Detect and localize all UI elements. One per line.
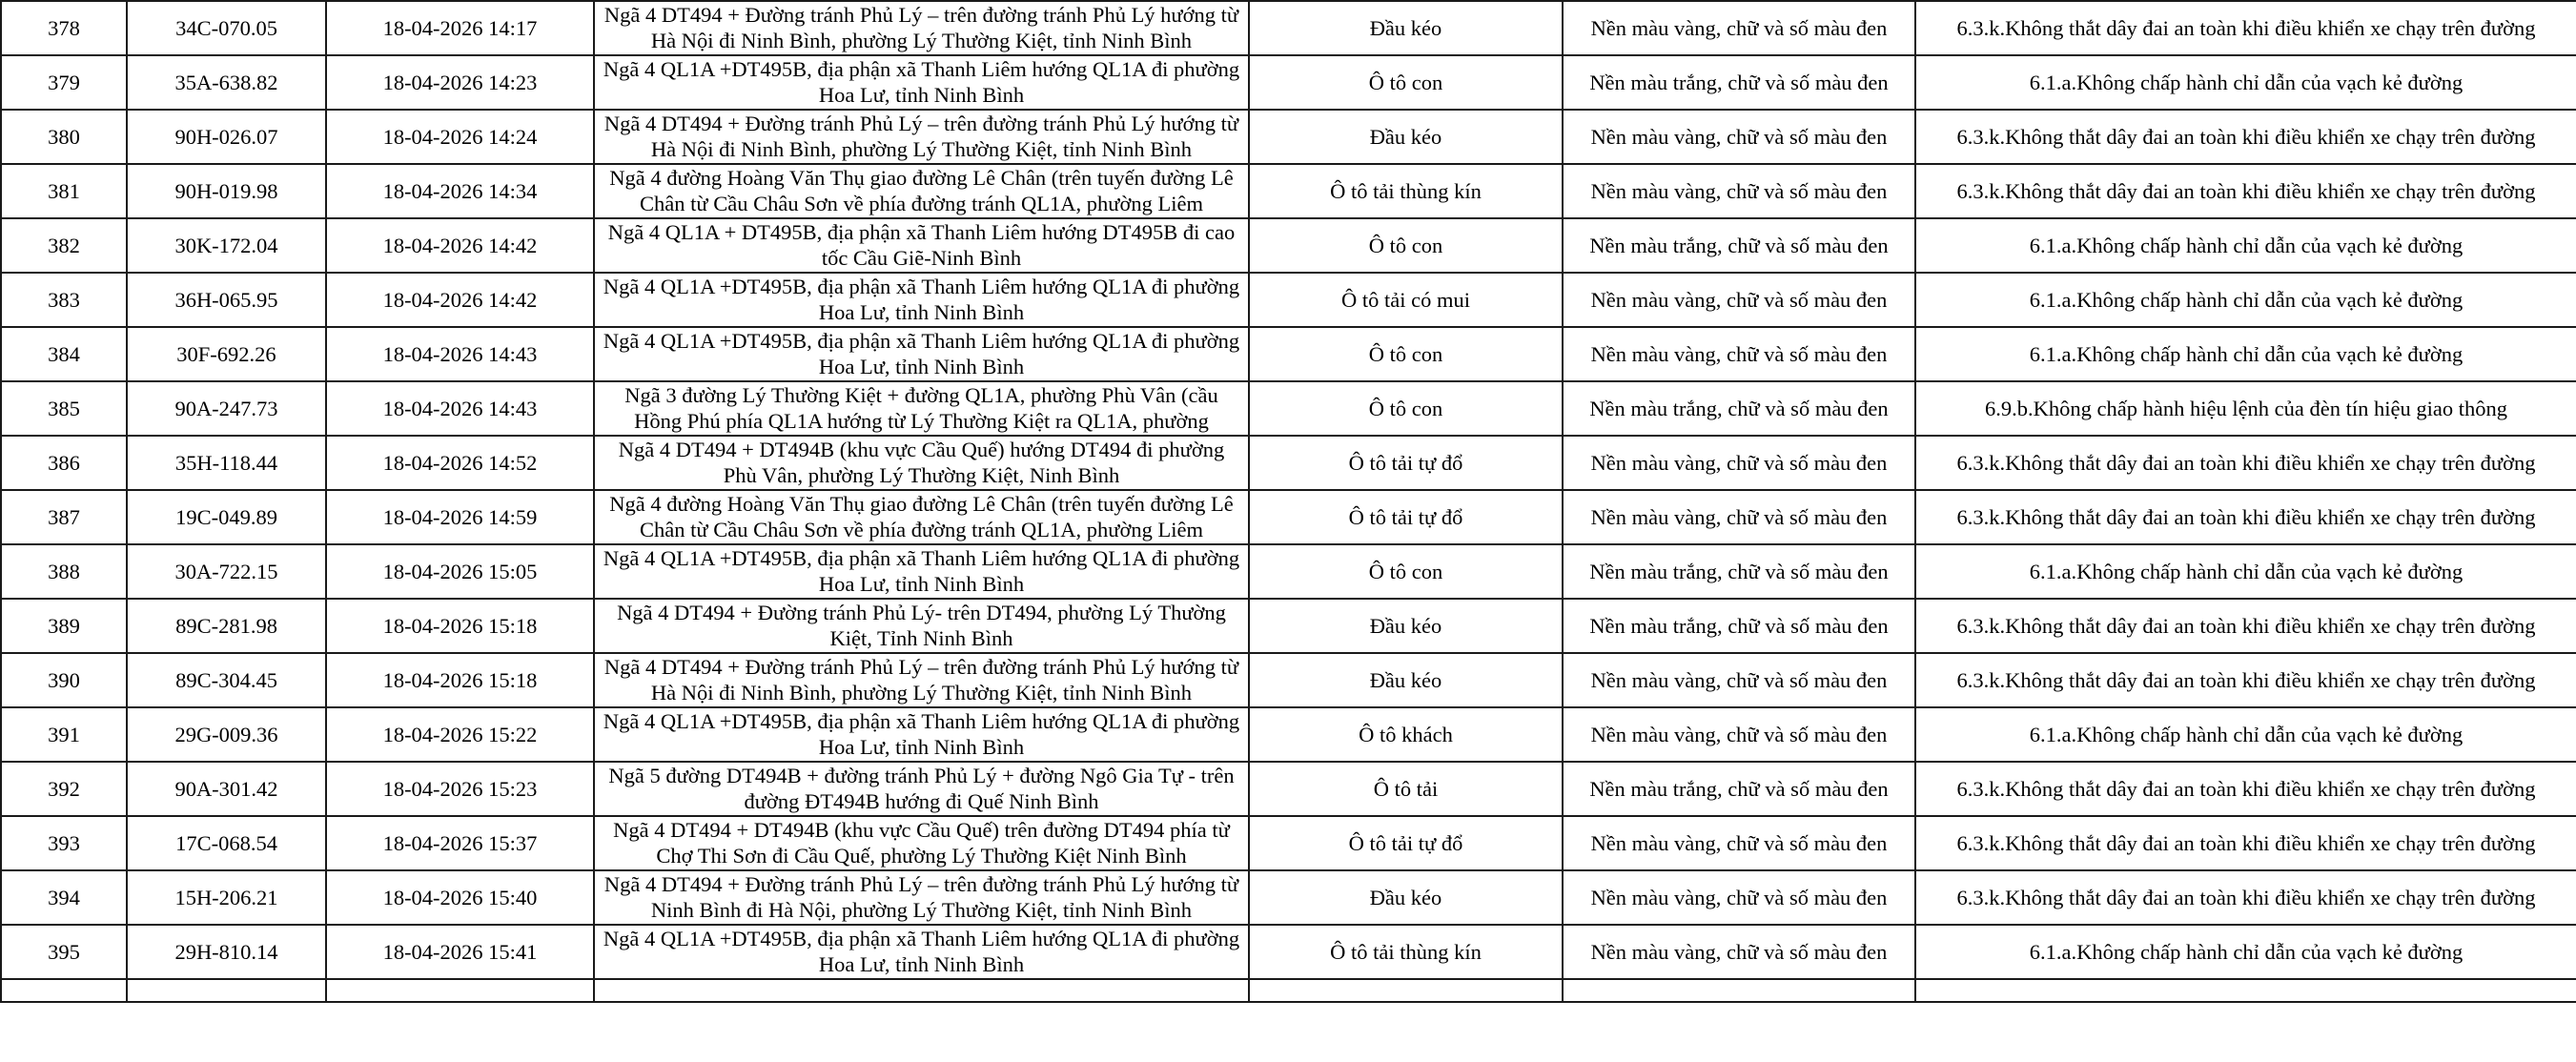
- row-number-cell: 388: [1, 544, 127, 599]
- row-number-cell: 394: [1, 870, 127, 925]
- plate-color-cell: Nền màu vàng, chữ và số màu đen: [1563, 1, 1915, 55]
- timestamp-cell: 18-04-2026 15:18: [326, 653, 594, 707]
- violation-cell: 6.3.k.Không thắt dây đai an toàn khi điều khiển xe chạy trên đường: [1915, 436, 2576, 490]
- timestamp-cell: 18-04-2026 14:23: [326, 55, 594, 110]
- vehicle-type-cell: Ô tô con: [1249, 327, 1563, 381]
- plate-color-cell: Nền màu vàng, chữ và số màu đen: [1563, 273, 1915, 327]
- location-cell: [594, 164, 1249, 218]
- table-row: [1, 544, 2576, 599]
- row-number-cell: 385: [1, 381, 127, 436]
- table-row: [1, 327, 2576, 381]
- violation-cell: 6.1.a.Không chấp hành chỉ dẫn của vạch kẻ đường: [1915, 925, 2576, 979]
- row-number-cell: 379: [1, 55, 127, 110]
- plate-color-cell: Nền màu vàng, chữ và số màu đen: [1563, 653, 1915, 707]
- timestamp-cell: 18-04-2026 14:59: [326, 490, 594, 544]
- location-cell: [594, 707, 1249, 762]
- table-row: [1, 870, 2576, 925]
- license-plate-cell: 89C-281.98: [127, 599, 326, 653]
- license-plate-cell: 30A-722.15: [127, 544, 326, 599]
- location-cell: [594, 490, 1249, 544]
- row-number-cell: 380: [1, 110, 127, 164]
- license-plate-cell: 29G-009.36: [127, 707, 326, 762]
- table-row: [1, 816, 2576, 870]
- location-text: Ngã 4 QL1A +DT495B, địa phận xã Thanh Liêm hướng QL1A đi phường Hoa Lư, tỉnh Ninh Bình: [603, 275, 1240, 324]
- plate-color-cell: [1563, 979, 1915, 1002]
- location-cell: [594, 762, 1249, 816]
- violation-cell: 6.1.a.Không chấp hành chỉ dẫn của vạch kẻ đường: [1915, 327, 2576, 381]
- violation-cell: 6.3.k.Không thắt dây đai an toàn khi điều khiển xe chạy trên đường: [1915, 870, 2576, 925]
- vehicle-type-cell: Ô tô tải tự đổ: [1249, 490, 1563, 544]
- location-text: Ngã 5 đường DT494B + đường tránh Phủ Lý + đường Ngô Gia Tự - trên đường ĐT494B hướng đi Quế Ninh Bình: [608, 764, 1235, 813]
- location-text: Ngã 4 DT494 + DT494B (khu vực Cầu Quế) hướng DT494 đi phường Phù Vân, phường Lý Thường Kiệt, Ninh Bình: [618, 438, 1225, 487]
- violation-cell: 6.3.k.Không thắt dây đai an toàn khi điều khiển xe chạy trên đường: [1915, 599, 2576, 653]
- violation-cell: [1915, 979, 2576, 1002]
- vehicle-type-cell: Đầu kéo: [1249, 870, 1563, 925]
- row-number-cell: [1, 979, 127, 1002]
- row-number-cell: 381: [1, 164, 127, 218]
- location-text: Ngã 3 đường Lý Thường Kiệt + đường QL1A, phường Phù Vân (cầu Hồng Phú phía QL1A hướng từ Lý Thường Kiệt ra QL1A, phường: [624, 383, 1218, 433]
- location-text: Ngã 4 QL1A + DT495B, địa phận xã Thanh Liêm hướng DT495B đi cao tốc Cầu Giẽ-Ninh Bình: [607, 220, 1236, 270]
- table-row-partial: [1, 979, 2576, 1002]
- violation-cell: 6.3.k.Không thắt dây đai an toàn khi điều khiển xe chạy trên đường: [1915, 1, 2576, 55]
- location-text: Ngã 4 DT494 + Đường tránh Phủ Lý – trên đường tránh Phủ Lý hướng từ Hà Nội đi Ninh Bình, phường Lý Thường Kiệt, tỉnh Ninh Bình: [603, 655, 1239, 705]
- license-plate-cell: [127, 979, 326, 1002]
- license-plate-cell: 15H-206.21: [127, 870, 326, 925]
- license-plate-cell: 29H-810.14: [127, 925, 326, 979]
- license-plate-cell: 89C-304.45: [127, 653, 326, 707]
- vehicle-type-cell: Ô tô tải thùng kín: [1249, 164, 1563, 218]
- row-number-cell: 378: [1, 1, 127, 55]
- table-row: [1, 55, 2576, 110]
- plate-color-cell: Nền màu trắng, chữ và số màu đen: [1563, 762, 1915, 816]
- location-cell: [594, 110, 1249, 164]
- timestamp-cell: 18-04-2026 14:34: [326, 164, 594, 218]
- table-row: [1, 707, 2576, 762]
- location-cell: [594, 55, 1249, 110]
- timestamp-cell: 18-04-2026 14:43: [326, 327, 594, 381]
- table-row: [1, 273, 2576, 327]
- timestamp-cell: 18-04-2026 14:42: [326, 273, 594, 327]
- license-plate-cell: 90A-301.42: [127, 762, 326, 816]
- plate-color-cell: Nền màu trắng, chữ và số màu đen: [1563, 381, 1915, 436]
- location-cell: [594, 327, 1249, 381]
- vehicle-type-cell: Ô tô khách: [1249, 707, 1563, 762]
- timestamp-cell: 18-04-2026 15:37: [326, 816, 594, 870]
- location-cell: [594, 599, 1249, 653]
- vehicle-type-cell: Ô tô tải: [1249, 762, 1563, 816]
- license-plate-cell: 35A-638.82: [127, 55, 326, 110]
- vehicle-type-cell: Ô tô con: [1249, 218, 1563, 273]
- vehicle-type-cell: Ô tô con: [1249, 381, 1563, 436]
- row-number-cell: 390: [1, 653, 127, 707]
- violation-cell: 6.1.a.Không chấp hành chỉ dẫn của vạch kẻ đường: [1915, 273, 2576, 327]
- license-plate-cell: 90A-247.73: [127, 381, 326, 436]
- plate-color-cell: Nền màu trắng, chữ và số màu đen: [1563, 599, 1915, 653]
- vehicle-type-cell: Đầu kéo: [1249, 653, 1563, 707]
- vehicle-type-cell: Ô tô con: [1249, 544, 1563, 599]
- plate-color-cell: Nền màu vàng, chữ và số màu đen: [1563, 870, 1915, 925]
- row-number-cell: 391: [1, 707, 127, 762]
- location-cell: [594, 870, 1249, 925]
- row-number-cell: 386: [1, 436, 127, 490]
- row-number-cell: 382: [1, 218, 127, 273]
- license-plate-cell: 90H-019.98: [127, 164, 326, 218]
- violation-cell: 6.1.a.Không chấp hành chỉ dẫn của vạch kẻ đường: [1915, 544, 2576, 599]
- violation-cell: 6.1.a.Không chấp hành chỉ dẫn của vạch kẻ đường: [1915, 218, 2576, 273]
- timestamp-cell: 18-04-2026 15:23: [326, 762, 594, 816]
- row-number-cell: 383: [1, 273, 127, 327]
- plate-color-cell: Nền màu trắng, chữ và số màu đen: [1563, 544, 1915, 599]
- table-row: [1, 164, 2576, 218]
- row-number-cell: 395: [1, 925, 127, 979]
- table-row: [1, 1, 2576, 55]
- table-row: [1, 381, 2576, 436]
- vehicle-type-cell: Ô tô tải có mui: [1249, 273, 1563, 327]
- violation-cell: 6.9.b.Không chấp hành hiệu lệnh của đèn tín hiệu giao thông: [1915, 381, 2576, 436]
- plate-color-cell: Nền màu trắng, chữ và số màu đen: [1563, 55, 1915, 110]
- location-text: Ngã 4 QL1A +DT495B, địa phận xã Thanh Liêm hướng QL1A đi phường Hoa Lư, tỉnh Ninh Bình: [603, 927, 1240, 976]
- plate-color-cell: Nền màu trắng, chữ và số màu đen: [1563, 218, 1915, 273]
- timestamp-cell: 18-04-2026 14:42: [326, 218, 594, 273]
- plate-color-cell: Nền màu vàng, chữ và số màu đen: [1563, 164, 1915, 218]
- location-text: Ngã 4 DT494 + DT494B (khu vực Cầu Quế) trên đường DT494 phía từ Chợ Thi Sơn đi Cầu Quế, phường Lý Thường Kiệt Ninh Bình: [613, 818, 1230, 868]
- plate-color-cell: Nền màu vàng, chữ và số màu đen: [1563, 327, 1915, 381]
- license-plate-cell: 30K-172.04: [127, 218, 326, 273]
- license-plate-cell: 19C-049.89: [127, 490, 326, 544]
- vehicle-type-cell: [1249, 979, 1563, 1002]
- timestamp-cell: 18-04-2026 15:18: [326, 599, 594, 653]
- location-text: Ngã 4 đường Hoàng Văn Thụ giao đường Lê Chân (trên tuyến đường Lê Chân từ Cầu Châu Sơn về phía đường tránh QL1A, phường Liêm: [609, 166, 1234, 215]
- violation-cell: 6.3.k.Không thắt dây đai an toàn khi điều khiển xe chạy trên đường: [1915, 110, 2576, 164]
- timestamp-cell: 18-04-2026 15:41: [326, 925, 594, 979]
- violation-cell: 6.3.k.Không thắt dây đai an toàn khi điều khiển xe chạy trên đường: [1915, 653, 2576, 707]
- table-row: [1, 436, 2576, 490]
- location-cell: [594, 273, 1249, 327]
- row-number-cell: 387: [1, 490, 127, 544]
- location-cell: [594, 436, 1249, 490]
- location-text: Ngã 4 QL1A +DT495B, địa phận xã Thanh Liêm hướng QL1A đi phường Hoa Lư, tỉnh Ninh Bình: [603, 709, 1240, 759]
- license-plate-cell: 30F-692.26: [127, 327, 326, 381]
- vehicle-type-cell: Đầu kéo: [1249, 599, 1563, 653]
- location-cell: [594, 653, 1249, 707]
- violation-cell: 6.3.k.Không thắt dây đai an toàn khi điều khiển xe chạy trên đường: [1915, 164, 2576, 218]
- license-plate-cell: 90H-026.07: [127, 110, 326, 164]
- row-number-cell: 384: [1, 327, 127, 381]
- location-text: Ngã 4 DT494 + Đường tránh Phủ Lý- trên DT494, phường Lý Thường Kiệt, Tỉnh Ninh Bình: [617, 601, 1226, 650]
- plate-color-cell: Nền màu vàng, chữ và số màu đen: [1563, 110, 1915, 164]
- table-row: [1, 653, 2576, 707]
- license-plate-cell: 36H-065.95: [127, 273, 326, 327]
- table-row: [1, 110, 2576, 164]
- location-text: Ngã 4 QL1A +DT495B, địa phận xã Thanh Liêm hướng QL1A đi phường Hoa Lư, tỉnh Ninh Bình: [603, 546, 1240, 596]
- timestamp-cell: 18-04-2026 15:22: [326, 707, 594, 762]
- timestamp-cell: 18-04-2026 14:52: [326, 436, 594, 490]
- location-cell: [594, 925, 1249, 979]
- vehicle-type-cell: Ô tô tải thùng kín: [1249, 925, 1563, 979]
- violation-cell: 6.1.a.Không chấp hành chỉ dẫn của vạch kẻ đường: [1915, 55, 2576, 110]
- location-cell: [594, 1, 1249, 55]
- vehicle-type-cell: Đầu kéo: [1249, 110, 1563, 164]
- row-number-cell: 392: [1, 762, 127, 816]
- plate-color-cell: Nền màu vàng, chữ và số màu đen: [1563, 490, 1915, 544]
- violation-cell: 6.1.a.Không chấp hành chỉ dẫn của vạch kẻ đường: [1915, 707, 2576, 762]
- timestamp-cell: 18-04-2026 15:40: [326, 870, 594, 925]
- row-number-cell: 393: [1, 816, 127, 870]
- table-row: [1, 925, 2576, 979]
- table-row: [1, 490, 2576, 544]
- timestamp-cell: [326, 979, 594, 1002]
- timestamp-cell: 18-04-2026 14:24: [326, 110, 594, 164]
- license-plate-cell: 35H-118.44: [127, 436, 326, 490]
- location-cell: [594, 544, 1249, 599]
- location-text: Ngã 4 QL1A +DT495B, địa phận xã Thanh Liêm hướng QL1A đi phường Hoa Lư, tỉnh Ninh Bình: [603, 57, 1240, 107]
- license-plate-cell: 17C-068.54: [127, 816, 326, 870]
- vehicle-type-cell: Ô tô tải tự đổ: [1249, 436, 1563, 490]
- plate-color-cell: Nền màu vàng, chữ và số màu đen: [1563, 925, 1915, 979]
- location-text: Ngã 4 DT494 + Đường tránh Phủ Lý – trên đường tránh Phủ Lý hướng từ Hà Nội đi Ninh Bình, phường Lý Thường Kiệt, tỉnh Ninh Bình: [603, 112, 1239, 161]
- table-row: [1, 762, 2576, 816]
- plate-color-cell: Nền màu vàng, chữ và số màu đen: [1563, 816, 1915, 870]
- table-row: [1, 218, 2576, 273]
- location-text: Ngã 4 đường Hoàng Văn Thụ giao đường Lê Chân (trên tuyến đường Lê Chân từ Cầu Châu Sơn về phía đường tránh QL1A, phường Liêm: [609, 492, 1234, 541]
- violation-cell: 6.3.k.Không thắt dây đai an toàn khi điều khiển xe chạy trên đường: [1915, 762, 2576, 816]
- plate-color-cell: Nền màu vàng, chữ và số màu đen: [1563, 707, 1915, 762]
- timestamp-cell: 18-04-2026 14:17: [326, 1, 594, 55]
- violation-cell: 6.3.k.Không thắt dây đai an toàn khi điều khiển xe chạy trên đường: [1915, 816, 2576, 870]
- table-row: [1, 599, 2576, 653]
- location-cell: [594, 816, 1249, 870]
- location-cell: [594, 979, 1249, 1002]
- timestamp-cell: 18-04-2026 14:43: [326, 381, 594, 436]
- timestamp-cell: 18-04-2026 15:05: [326, 544, 594, 599]
- location-cell: [594, 381, 1249, 436]
- license-plate-cell: 34C-070.05: [127, 1, 326, 55]
- location-text: Ngã 4 DT494 + Đường tránh Phủ Lý – trên đường tránh Phủ Lý hướng từ Ninh Bình đi Hà Nội, phường Lý Thường Kiệt, tỉnh Ninh Bình: [603, 872, 1239, 922]
- vehicle-type-cell: Ô tô tải tự đổ: [1249, 816, 1563, 870]
- table-body: [1, 1, 2576, 1002]
- vehicle-type-cell: Đầu kéo: [1249, 1, 1563, 55]
- vehicle-type-cell: Ô tô con: [1249, 55, 1563, 110]
- location-text: Ngã 4 QL1A +DT495B, địa phận xã Thanh Liêm hướng QL1A đi phường Hoa Lư, tỉnh Ninh Bình: [603, 329, 1240, 378]
- violation-cell: 6.3.k.Không thắt dây đai an toàn khi điều khiển xe chạy trên đường: [1915, 490, 2576, 544]
- location-text: Ngã 4 DT494 + Đường tránh Phủ Lý – trên đường tránh Phủ Lý hướng từ Hà Nội đi Ninh Bình, phường Lý Thường Kiệt, tỉnh Ninh Bình: [603, 3, 1239, 52]
- location-cell: [594, 218, 1249, 273]
- row-number-cell: 389: [1, 599, 127, 653]
- plate-color-cell: Nền màu vàng, chữ và số màu đen: [1563, 436, 1915, 490]
